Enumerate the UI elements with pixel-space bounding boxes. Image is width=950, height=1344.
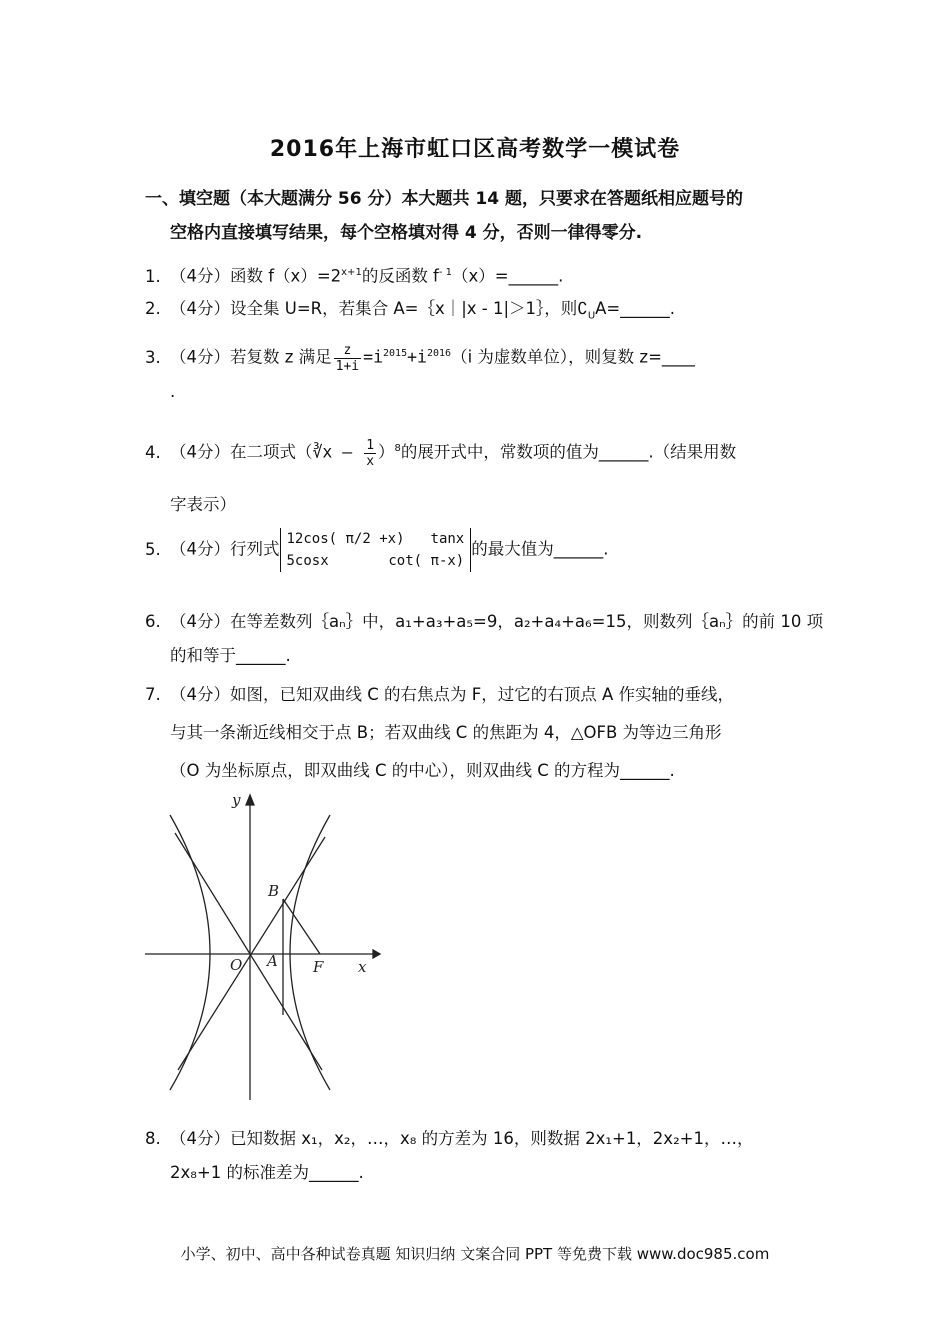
question-number: 8.	[145, 1129, 161, 1148]
point-F: F	[313, 958, 324, 976]
footer: 小学、初中、高中各种试卷真题 知识归纳 文案合同 PPT 等免费下载 www.doc985.com	[180, 1245, 770, 1263]
point-A: A	[267, 952, 278, 970]
page-title: 2016年上海市虹口区高考数学一模试卷	[269, 137, 681, 162]
question-number: 1.	[145, 266, 161, 286]
y-axis-arrow	[246, 795, 254, 805]
question-number: 4.	[145, 442, 161, 462]
question-number: 3.	[145, 347, 161, 367]
question-number: 6.	[145, 612, 161, 631]
question-7: 7. （4分）如图，已知双曲线 C 的右焦点为 F，过它的右顶点 A 作实轴的垂线， 与其一条渐近线相交于点 B；若双曲线 C 的焦距为 4，△OFB 为等边三角形 （O 为坐标原点，即双曲线 C 的中心），则双曲线 C 的方程为______.	[145, 678, 835, 788]
asymptote-1	[175, 833, 322, 1070]
segment-BF	[283, 899, 320, 954]
section-header	[145, 182, 825, 250]
question-1: 1. （4分）函数 $f(x)=2^{x+1}$的反函数 $f^{- 1}(x)=\_\_\_\_\_\_$.	[145, 256, 835, 294]
hyperbola-right-branch	[290, 815, 330, 1090]
question-number: 5.	[145, 539, 161, 559]
question-3: 3. （4分）若复数 z 满足 $\frac{z}{1+i}$ $=i^{2015}+i^{2016}(i$ 为虚数单位），则复数 z=____ .	[145, 342, 695, 401]
question-8: 8. （4分）已知数据 x₁，x₂，…，x₈ 的方差为 16，则数据 2x₁+1，2x₂+1，…， 2x₈+1 的标准差为______.	[145, 1122, 835, 1190]
point-O: O	[230, 956, 243, 974]
question-number: 7.	[145, 685, 161, 704]
hyperbola-figure	[140, 785, 390, 1105]
hyperbola-left-branch	[170, 815, 210, 1090]
question-number: 2.	[145, 299, 161, 318]
determinant: 12cos( π/2 +x) tanx 5cosx cot( π-x)	[280, 528, 472, 572]
question-5: 5. （4分）行列式 12cos( π/2 +x) tanx 5cosx cot( π-x) 的最大值为______.	[145, 528, 835, 572]
fraction: $\frac{1}{x}$	[366, 437, 375, 469]
y-label: y	[232, 791, 241, 809]
question-6: 6. （4分）在等差数列｛aₙ｝中，a₁+a₃+a₅=9，a₂+a₄+a₆=15，则数列｛aₙ｝的前 10 项 的和等于______.	[145, 605, 835, 673]
point-B: B	[268, 882, 280, 900]
question-2: 2. （4分）设全集 U=R，若集合 A=｛x｜|x - 1|＞1｝，则$∁_UA=\_\_\_\_\_\_$.	[145, 292, 835, 333]
question-4: 4. （4分）在二项式（∛x – $\frac{1}{x}$ ）$^8$的展开式中，常数项的值为______.（结果用数 字表示）	[145, 437, 737, 514]
x-axis-arrow	[373, 950, 380, 958]
x-label: x	[358, 958, 367, 976]
fraction: $\frac{z}{1+i}$	[335, 342, 360, 374]
section-line-1: 一、填空题（本大题满分 56 分）本大题共 14 题，只要求在答题纸相应题号的	[145, 189, 743, 209]
section-line-2: 空格内直接填写结果，每个空格填对得 4 分，否则一律得零分.	[170, 223, 643, 243]
